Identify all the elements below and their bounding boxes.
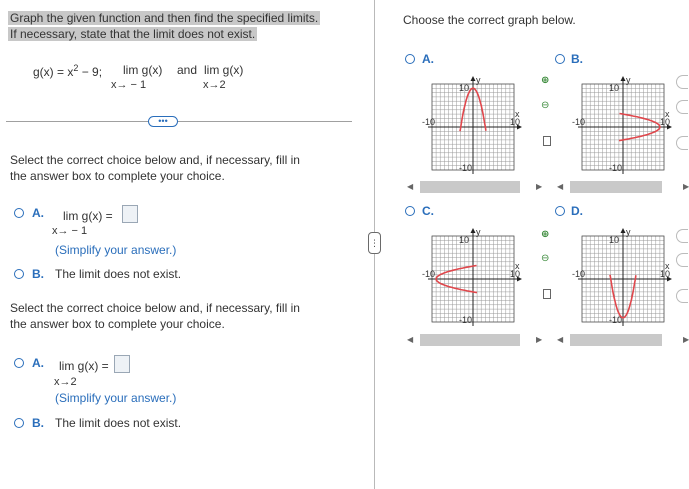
part1-option-a-limit: lim g(x) = bbox=[63, 209, 113, 223]
edge-zoom-out[interactable] bbox=[676, 100, 688, 114]
edge-zoom-in-2[interactable] bbox=[676, 229, 688, 243]
part2-option-a-subscript: x→2 bbox=[54, 376, 77, 388]
part2-option-a-radio[interactable] bbox=[14, 358, 24, 368]
x-axis-label: x bbox=[515, 109, 520, 119]
graph-b-scrollbar[interactable] bbox=[570, 181, 662, 193]
instructions bbox=[8, 11, 320, 42]
graph-d-svg bbox=[570, 226, 685, 334]
function-definition: $g(x) = x^2 - 9$; bbox=[33, 63, 103, 79]
part1-option-b-letter: B. bbox=[32, 267, 44, 281]
graph-option-a-radio[interactable] bbox=[405, 54, 415, 64]
part2-answer-box[interactable] bbox=[114, 355, 130, 373]
tick-label-right: 10 bbox=[510, 269, 521, 279]
tick-label-right: 10 bbox=[660, 269, 671, 279]
tick-label-bottom: -10 bbox=[459, 163, 473, 173]
graph-c-scroll-left-icon[interactable]: ◀ bbox=[407, 335, 414, 344]
fullscreen-icon[interactable] bbox=[543, 136, 551, 146]
tick-label-bottom: -10 bbox=[609, 163, 623, 173]
more-button[interactable]: ••• bbox=[148, 116, 178, 127]
graph-c-scroll-right-icon[interactable]: ▶ bbox=[536, 335, 543, 344]
graph-option-a-letter: A. bbox=[422, 52, 434, 66]
tick-label-top: 10 bbox=[609, 235, 620, 245]
tick-label-right: 10 bbox=[510, 117, 521, 127]
part1-option-a-subscript: x→ − 1 bbox=[52, 225, 88, 237]
tick-label-left: -10 bbox=[422, 117, 436, 127]
part2-option-a-limit: lim g(x) = bbox=[59, 359, 109, 373]
resize-handle[interactable]: ⋮ bbox=[368, 232, 381, 254]
graph-a-svg bbox=[420, 74, 535, 182]
y-axis-label: y bbox=[626, 227, 631, 237]
limit1-expression: lim g(x) bbox=[123, 63, 163, 77]
part2-prompt: Select the correct choice below and, if necessary, fill in the answer box to complete your choice. bbox=[10, 301, 300, 331]
edge-fullscreen-2[interactable] bbox=[676, 289, 688, 303]
y-axis-label: y bbox=[476, 227, 481, 237]
graph-a-container bbox=[420, 74, 535, 185]
graph-d-scroll-right-icon[interactable]: ▶ bbox=[683, 335, 689, 344]
x-axis-label: x bbox=[515, 261, 520, 271]
edge-zoom-out-2[interactable] bbox=[676, 253, 688, 267]
graph-option-c-letter: C. bbox=[422, 204, 434, 218]
graph-option-b-letter: B. bbox=[571, 52, 583, 66]
graph-a-scrollbar[interactable] bbox=[420, 181, 520, 193]
graph-d-scrollbar[interactable] bbox=[570, 334, 662, 346]
y-axis-label: y bbox=[626, 75, 631, 85]
right-title: Choose the correct graph below. bbox=[403, 13, 576, 27]
fullscreen-icon-2[interactable] bbox=[543, 289, 551, 299]
tick-label-right: 10 bbox=[660, 117, 671, 127]
part2-option-b-letter: B. bbox=[32, 416, 44, 430]
part2-option-a-letter: A. bbox=[32, 356, 44, 370]
instruction-line2: If necessary, state that the limit does not exist. bbox=[10, 27, 256, 41]
zoom-out-icon-2[interactable]: ⊖ bbox=[541, 253, 550, 264]
edge-fullscreen[interactable] bbox=[676, 136, 688, 150]
and-text: and bbox=[177, 63, 198, 77]
tick-label-bottom: -10 bbox=[459, 315, 473, 325]
x-axis-label: x bbox=[665, 109, 670, 119]
limit2-expression: lim g(x) bbox=[204, 63, 244, 77]
part2-hint: (Simplify your answer.) bbox=[55, 391, 177, 405]
graph-option-b-radio[interactable] bbox=[555, 54, 565, 64]
part1-prompt: Select the correct choice below and, if necessary, fill in the answer box to complete your choice. bbox=[10, 153, 300, 183]
limit1-subscript: x→ − 1 bbox=[111, 79, 147, 91]
instruction-line1: Graph the given function and then find the specified limits. bbox=[10, 11, 319, 25]
zoom-in-icon-2[interactable]: ⊕ bbox=[541, 229, 550, 240]
tick-label-top: 10 bbox=[609, 83, 620, 93]
zoom-in-icon[interactable]: ⊕ bbox=[541, 75, 550, 86]
graph-b-svg bbox=[570, 74, 685, 182]
y-axis-label: y bbox=[476, 75, 481, 85]
limit2-subscript: x→2 bbox=[203, 79, 226, 91]
graph-option-d-radio[interactable] bbox=[555, 206, 565, 216]
part1-answer-box[interactable] bbox=[122, 205, 138, 223]
part1-option-b-radio[interactable] bbox=[14, 269, 24, 279]
graph-c-container bbox=[420, 226, 535, 337]
graph-d-container bbox=[570, 226, 685, 337]
tick-label-bottom: -10 bbox=[609, 315, 623, 325]
tick-label-left: -10 bbox=[422, 269, 436, 279]
graph-c-scrollbar[interactable] bbox=[420, 334, 520, 346]
part1-option-b-text[interactable]: The limit does not exist. bbox=[55, 267, 182, 281]
part1-option-a-letter: A. bbox=[32, 206, 44, 220]
tick-label-top: 10 bbox=[459, 83, 470, 93]
graph-b-scroll-right-icon[interactable]: ▶ bbox=[683, 182, 689, 191]
graph-option-d-letter: D. bbox=[571, 204, 583, 218]
graph-c-svg bbox=[420, 226, 535, 334]
part1-hint: (Simplify your answer.) bbox=[55, 243, 177, 257]
tick-label-top: 10 bbox=[459, 235, 470, 245]
section-divider bbox=[6, 121, 352, 122]
part2-option-b-text[interactable]: The limit does not exist. bbox=[55, 416, 182, 430]
tick-label-left: -10 bbox=[572, 269, 586, 279]
x-axis-label: x bbox=[665, 261, 670, 271]
graph-a-scroll-left-icon[interactable]: ◀ bbox=[407, 182, 414, 191]
graph-b-scroll-left-icon[interactable]: ◀ bbox=[557, 182, 564, 191]
graph-b-container bbox=[570, 74, 685, 185]
part1-option-a-radio[interactable] bbox=[14, 208, 24, 218]
tick-label-left: -10 bbox=[572, 117, 586, 127]
zoom-out-icon[interactable]: ⊖ bbox=[541, 100, 550, 111]
graph-option-c-radio[interactable] bbox=[405, 206, 415, 216]
graph-a-scroll-right-icon[interactable]: ▶ bbox=[536, 182, 543, 191]
part2-option-b-radio[interactable] bbox=[14, 418, 24, 428]
graph-d-scroll-left-icon[interactable]: ◀ bbox=[557, 335, 564, 344]
edge-zoom-in[interactable] bbox=[676, 75, 688, 89]
